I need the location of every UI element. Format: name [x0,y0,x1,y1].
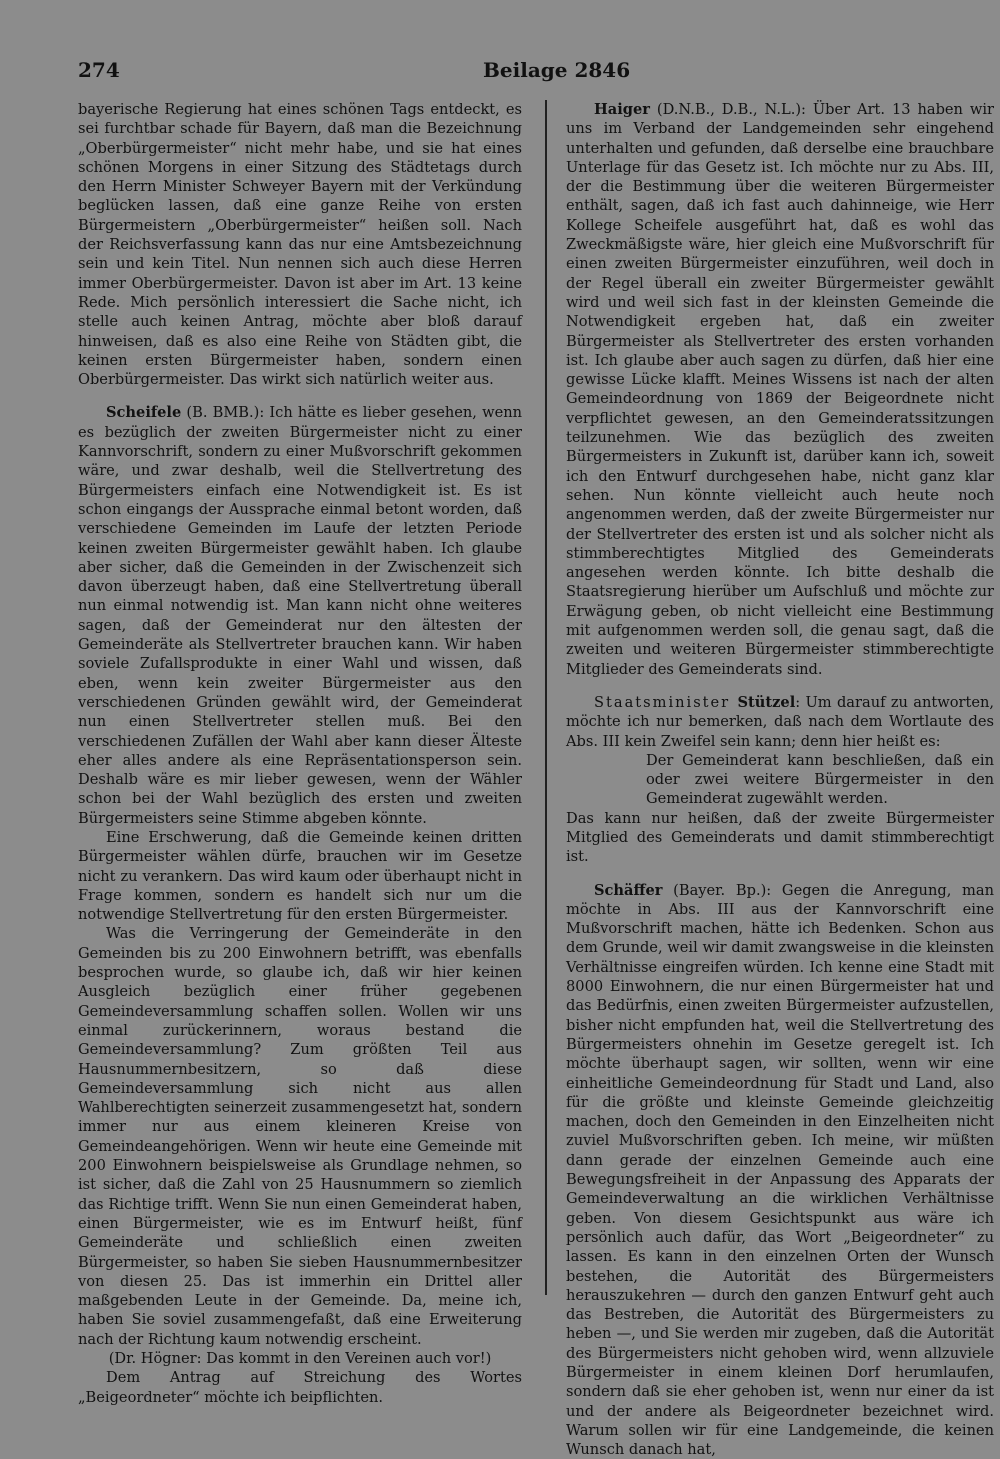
column-divider [545,100,547,1295]
paragraph: Das kann nur heißen, daß der zweite Bürgermeister Mitglied des Gemeinderats und damit stimmberechtigt ist. [566,809,994,866]
paragraph-speech [566,693,994,751]
right-column [566,100,994,1459]
paragraph: Was die Verringerung der Gemeinderäte in den Gemeinden bis zu 200 Einwohnern betrifft, was ebenfalls besprochen wurde, so glaube ich, daß wir hier keinen Ausgleich bezüglich einer früher gegebenen Gemeindeversammlung schaffen sollen. Wollen wir uns einmal zurückerinnern, woraus bestand die Gemeindeversammlung? Zum größten Teil aus Hausnummernbesitzern, so daß diese Gemeindeversammlung sich nicht aus allen Wahlberechtigten seinerzeit zusammengesetzt hat, sondern immer nur aus einem kleineren Kreise von Gemeindeangehörigen. Wenn wir heute eine Gemeinde mit 200 Einwohnern beispielsweise als Grundlage nehmen, so ist sicher, daß die Zahl von 25 Hausnummern so ziemlich das Richtige trifft. Wenn Sie nun einen Gemeinderat haben, einen Bürgermeister, wie es im Entwurf heißt, fünf Gemeinderäte und schließlich einen zweiten Bürgermeister, so haben Sie sieben Hausnummernbesitzer von diesen 25. Das ist immerhin ein Drittel aller maßgebenden Leute in der Gemeinde. Da, meine ich, haben Sie soviel zusammengefaßt, daß eine Erweiterung nach der Richtung kaum notwendig erscheint. [78,925,522,1348]
quotation: Der Gemeinderat kann beschließen, daß ein oder zwei weitere Bürgermeister in den Gemeinderat zugewählt werden. [646,751,994,808]
speech-text: Ich hätte es lieber gesehen, wenn es bezüglich der zweiten Bürgermeister nicht zu einer Kannvorschrift, sondern zu einer Mußvorschrift gekommen wäre, und zwar deshalb, weil die Stellvertretung des Bürgermeisters einfach eine Notwendigkeit ist. Es ist schon eingangs der Aussprache einmal betont worden, daß verschiedene Gemeinden im Laufe der letzten Periode keinen zweiten Bürgermeister gewählt haben. Ich glaube aber sicher, daß die Gemeinden in der Zwischenzeit sich davon überzeugt haben, daß eine Stellvertretung überall nun einmal notwendig ist. Man kann nicht ohne weiteres sagen, daß der Gemeinderat nur den ältesten der Gemeinderäte als Stellvertreter brauchen kann. Wir haben soviele Zufallsprodukte in einer Wahl und wissen, daß eben, wenn kein zweiter Bürgermeister aus den verschiedenen Gründen gewählt wird, der Gemeinderat nun einen Stellvertreter stellen muß. Bei den verschiedenen Zufällen der Wahl aber kann dieser Älteste eher alles andere als eine Repräsentationsperson sein. Deshalb wäre es mir lieber gewesen, wenn der Wähler schon bei der Wahl bezüglich des ersten und zweiten Bürgermeisters seine Stimme abgeben könnte. [78,404,522,827]
speaker-name: Haiger [594,101,650,118]
page-header [78,58,980,86]
paragraph-speech [78,403,522,828]
paragraph: Eine Erschwerung, daß die Gemeinde keinen dritten Bürgermeister wählen dürfe, brauchen wir im Gesetze nicht zu verankern. Das wird kaum oder überhaupt nicht in Frage kommen, sondern es handelt sich nur um die notwendige Stellvertretung für den ersten Bürgermeister. [78,828,522,924]
speech-text: Gegen die Anregung, man möchte in Abs. III aus der Kannvorschrift eine Mußvorschrift machen, hätte ich Bedenken. Schon aus dem Grunde, weil wir damit zwangsweise in die kleinsten Verhältnisse eingreifen würden. Ich kenne eine Stadt mit 8000 Einwohnern, die nur einen Bürgermeister hat und das Bedürfnis, einen zweiten Bürgermeister aufzustellen, bisher nicht empfunden hat, weil die Stellvertretung des Bürgermeisters ohnehin im Gesetze geregelt ist. Ich möchte überhaupt sagen, wir sollten, wenn wir eine einheitliche Gemeindeordnung für Stadt und Land, also für die größte und kleinste Gemeinde gleichzeitig machen, doch den Gemeinden in den Einzelheiten nicht zuviel Mußvorschriften geben. Ich meine, wir müßten dann gerade der einzelnen Gemeinde auch eine Bewegungsfreiheit in der Anpassung des Apparats der Gemeindeverwaltung an die wirklichen Verhältnisse geben. Von diesem Gesichtspunkt aus wäre ich persönlich auch dafür, das Wort „Beigeordneter“ zu lassen. Es kann in den einzelnen Orten der Wunsch bestehen, die Autorität des Bürgermeisters herauszukehren — durch den ganzen Entwurf geht auch das Bestreben, die Autorität des Bürgermeisters zu heben —, und Sie werden mir zugeben, daß die Autorität des Bürgermeisters nicht gehoben wird, wenn allzuviele Bürgermeister in einem kleinen Dorf herumlaufen, sondern daß sie eher gehoben ist, wenn nur einer da ist und der andere als Beigeordneter bezeichnet wird. Warum sollen wir für eine Landgemeinde, die keinen Wunsch danach hat, [566,881,994,1459]
speaker-name: Stützel [737,693,796,711]
speech-text: Über Art. 13 haben wir uns im Verband der Landgemeinden sehr eingehend unterhalten und gefunden, daß derselbe eine brauchbare Unterlage für das Gesetz ist. Ich möchte nur zu Abs. III, der die Bestimmung über die weiteren Bürgermeister enthält, sagen, daß ich fast auch dahinneige, wie Herr Kollege Scheifele ausgeführt hat, daß es wohl das Zweckmäßigste wäre, hier gleich eine Mußvorschrift für einen zweiten Bürgermeister einzuführen, weil doch in der Regel überall ein zweiter Bürgermeister gewählt wird und weil sich fast in der kleinsten Gemeinde die Notwendigkeit ergeben hat, daß ein zweiter Bürgermeister als Stellvertreter des ersten vorhanden ist. Ich glaube aber auch sagen zu dürfen, daß hier eine gewisse Lücke klafft. Meines Wissens ist nach der alten Gemeindeordnung von 1869 der Beigeordnete nicht verpflichtet gewesen, an den Gemeinderatssitzungen teilzunehmen. Wie das bezüglich des zweiten Bürgermeisters in Zukunft ist, darüber kann ich, soweit ich den Entwurf durchgesehen habe, nicht ganz klar sehen. Nun könnte vielleicht auch heute noch angenommen werden, daß der zweite Bürgermeister nur der Stellvertreter des ersten ist und als solcher nicht als stimmberechtigtes Mitglied des Gemeinderats angesehen werden könnte. Ich bitte deshalb die Staatsregierung hierüber um Aufschluß und möchte zur Erwägung geben, ob nicht vielleicht eine Bestimmung mit aufgenommen werden soll, die genau sagt, daß die zweiten und weiteren Bürgermeister stimmberechtigte Mitglieder des Gemeinderats sind. [566,101,994,678]
paragraph-speech [566,881,994,1459]
page-title: Beilage 2846 [483,58,631,82]
paragraph-speech [566,100,994,679]
paragraph: bayerische Regierung hat eines schönen Tags entdeckt, es sei furchtbar schade für Bayern, daß man die Bezeichnung „Oberbürgermeister“ nicht mehr habe, und sie hat eines schönen Morgens in einer Sitzung des Städtetags durch den Herrn Minister Schweyer Bayern mit der Verkündung beglücken lassen, daß eine ganze Reihe von ersten Bürgermeistern „Oberbürgermeister“ heißen soll. Nach der Reichsverfassung kann das nur eine Amtsbezeichnung sein und kein Titel. Nun nennen sich auch diese Herren immer Oberbürgermeister. Davon ist aber im Art. 13 keine Rede. Mich persönlich interessiert die Sache nicht, ich stelle auch keinen Antrag, möchte aber bloß darauf hinweisen, daß es also eine Reihe von Städten gibt, die keinen ersten Bürgermeister haben, sondern einen Oberbürgermeister. Das wirkt sich natürlich weiter aus. [78,101,522,389]
speaker-party: (B. BMB.): [181,404,270,422]
speech-text: : Um darauf zu antworten, möchte ich nur bemerken, daß nach dem Wortlaute des Abs. III kein Zweifel sein kann; denn hier heißt es: [566,693,995,750]
speaker-name: Schäffer [594,881,663,899]
speaker-party: (D.N.B., D.B., N.L.): [649,101,813,118]
speaker-name: Scheifele [106,404,182,422]
left-column [78,100,522,1407]
interjection: (Dr. Högner: Das kommt in den Vereinen auch vor!) [108,1350,492,1367]
page-number: 274 [78,58,120,82]
speaker-party: (Bayer. Bp.): [662,881,782,899]
speaker-role: Staatsminister [594,693,738,711]
paragraph: Dem Antrag auf Streichung des Wortes „Beigeordneter“ möchte ich beipflichten. [78,1369,522,1406]
